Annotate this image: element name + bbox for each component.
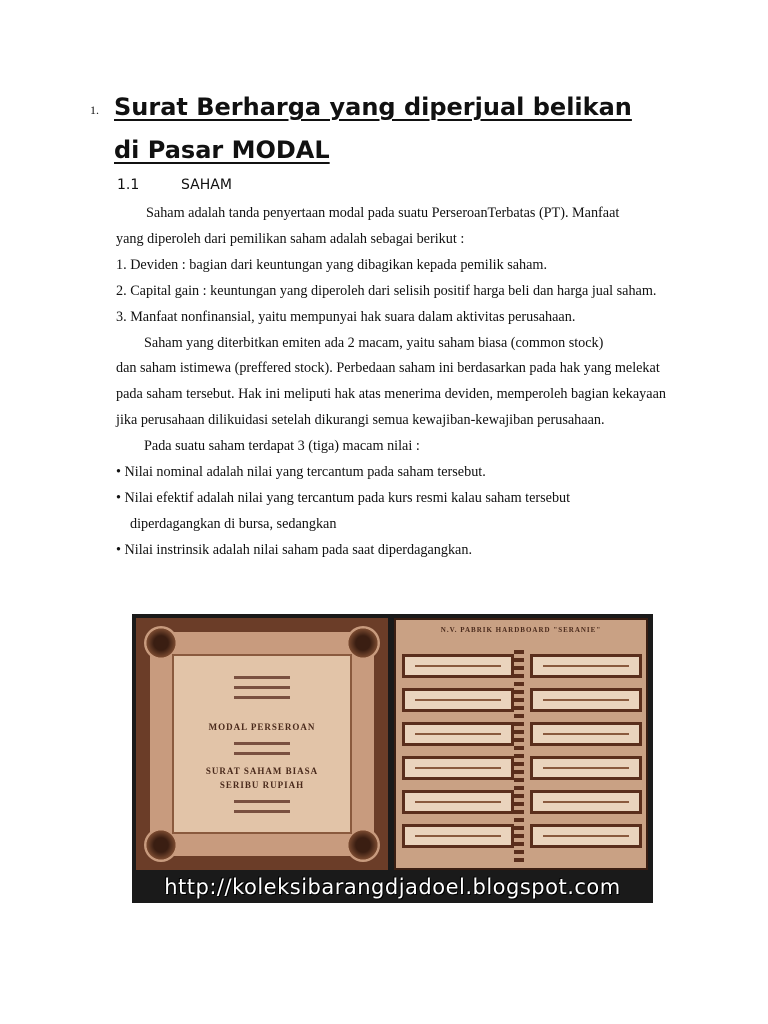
heading-line-2: di Pasar MODAL [114,136,330,164]
coupon [530,688,642,712]
body-text [116,201,676,564]
certificate-body [172,654,352,834]
bullet-efektif-line-1: • Nilai efektif adalah nilai yang tercantum pada kurs resmi kalau saham tersebut [116,489,571,506]
heading-line-1: Surat Berharga yang diperjual belikan [114,93,632,121]
coupon-sheet-header: N.V. PABRIK HARDBOARD "SERANIE" [440,626,602,634]
values-intro: Pada suatu saham terdapat 3 (tiga) macam nilai : [144,438,420,455]
coupon [530,722,642,746]
coupon [402,790,514,814]
coupon [402,722,514,746]
coupon [402,654,514,678]
bullet-intrinsik: • Nilai instrinsik adalah nilai saham pada saat diperdagangkan. [116,541,472,558]
section-heading [114,86,714,172]
coupon [530,824,642,848]
text-line [234,742,290,745]
list-item-nonfinansial: 3. Manfaat nonfinansial, yaitu mempunyai hak suara dalam aktivitas perusahaan. [116,308,576,325]
bullet-nominal: • Nilai nominal adalah nilai yang tercantum pada saham tersebut. [116,464,486,481]
text-line [234,676,290,679]
list-item-capital-gain: 2. Capital gain : keuntungan yang diperoleh dari selisih positif harga beli dan harga jual saham. [116,282,657,299]
coupon [530,654,642,678]
stock-certificate-image [132,614,653,903]
text-line [234,810,290,813]
text-line [234,696,290,699]
certificate-heading: MODAL PERSEROAN [208,722,316,732]
bullet-efektif-line-2: diperdagangkan di bursa, sedangkan [130,515,337,532]
types-paragraph-rest: dan saham istimewa (preffered stock). Perbedaan saham ini berdasarkan pada hak yang melekat pada saham tersebut. Hak ini meliputi hak atas menerima deviden, memperoleh bagian kekayaan jika perusahaan dilikuidasi setelah dikurangi semua kewajiban-kewajiban perusahaan. [116,360,666,429]
share-certificate [136,618,388,870]
heading-number: 1. [90,103,99,117]
image-watermark: http://koleksibarangdjadoel.blogspot.com [164,875,621,899]
certificate-type: SURAT SAHAM BIASA [205,766,319,776]
intro-paragraph-line-1: Saham adalah tanda penyertaan modal pada suatu PerseroanTerbatas (PT). Manfaat [146,205,620,221]
coupon [530,756,642,780]
coupon [530,790,642,814]
subheading-number: 1.1 [117,177,140,193]
text-line [234,686,290,689]
text-line [234,752,290,755]
coupon [402,756,514,780]
coupon [402,824,514,848]
intro-paragraph-line-2: yang diperoleh dari pemilikan saham adalah sebagai berikut : [116,230,465,247]
subheading-title: SAHAM [181,177,232,193]
coupon-sheet [394,618,648,870]
certificate-value: SERIBU RUPIAH [219,780,305,790]
coupon-spine [514,650,524,865]
types-paragraph-line-1: Saham yang diterbitkan emiten ada 2 macam, yaitu saham biasa (common stock) [144,334,604,351]
coupon [402,688,514,712]
text-line [234,800,290,803]
list-item-deviden: 1. Deviden : bagian dari keuntungan yang dibagikan kepada pemilik saham. [116,256,548,273]
